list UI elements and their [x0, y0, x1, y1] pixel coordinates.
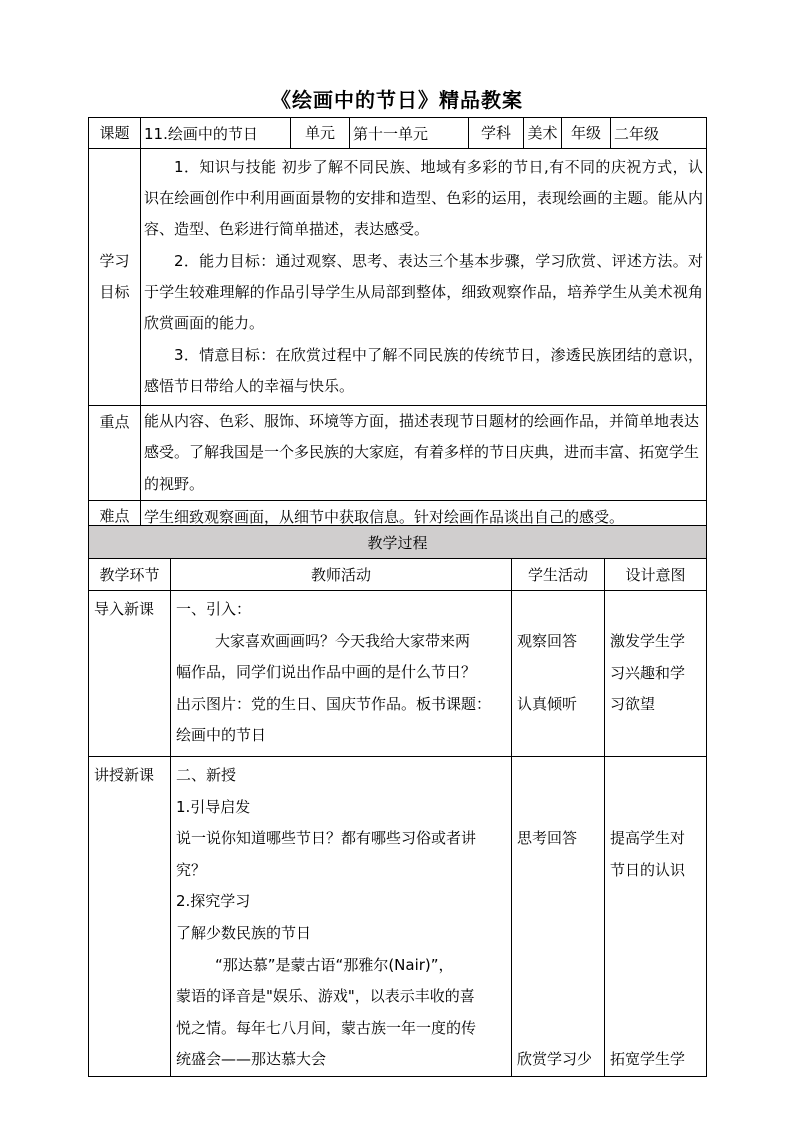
key-points-row	[89, 406, 707, 501]
subject-value: 美术	[524, 118, 562, 149]
intent-line: 拓宽学生学	[610, 1050, 686, 1069]
unit-value: 第十一单元	[350, 118, 469, 149]
column-header-stage: 教学环节	[89, 559, 171, 591]
intent-line: 习兴趣和学	[610, 663, 686, 682]
header-row	[89, 118, 707, 149]
teacher-activity-teaching	[171, 757, 512, 1077]
process-row-intro	[89, 591, 707, 757]
lesson-info-table	[88, 117, 707, 532]
objective-ability: 2．能力目标：通过观察、思考、表达三个基本步骤，学习欣赏、评述方法。对于学生较难理解的作品引导学生从局部到整体，细致观察作品，培养学生从美术视角欣赏画面的能力。	[144, 251, 703, 333]
student-activity-teaching	[512, 757, 605, 1077]
document-title: 《绘画中的节日》精品教案	[271, 88, 523, 112]
teacher-line: 蒙语的译音是"娱乐、游戏"，以表示丰收的喜	[176, 987, 475, 1006]
teacher-line: 了解少数民族的节日	[176, 923, 312, 942]
teacher-line: 说一说你知道哪些节日？都有哪些习俗或者讲	[176, 829, 477, 848]
topic-label: 课题	[89, 118, 141, 149]
objectives-content	[141, 149, 707, 406]
stage-teaching-label: 讲授新课	[94, 766, 155, 784]
student-activity-intro	[512, 591, 605, 757]
intent-line: 节日的认识	[610, 860, 686, 879]
intent-line: 提高学生对	[610, 829, 686, 847]
objective-knowledge: 1．知识与技能 初步了解不同民族、地域有多彩的节日,有不同的庆祝方式，认识在绘画创作中利用画面景物的安排和造型、色彩的运用，表现绘画的主题。能从内容、造型、色彩进行简单描述，表达感受。	[144, 157, 703, 239]
teacher-line: 究？	[176, 860, 207, 879]
objectives-label-line1: 学习	[99, 252, 130, 270]
teacher-line: 绘画中的节日	[176, 726, 267, 745]
teacher-line: 二、新授	[176, 766, 237, 784]
student-line: 欣赏学习少	[517, 1050, 593, 1069]
design-intent-teaching	[605, 757, 707, 1077]
difficulty-label: 难点	[89, 501, 141, 532]
teacher-line: 2.探究学习	[176, 892, 251, 911]
teacher-line: 悦之情。每年七八月间，蒙古族一年一度的传	[176, 1018, 477, 1037]
teacher-line: 一、引入：	[176, 600, 252, 618]
key-points-text: 能从内容、色彩、服饰、环境等方面，描述表现节日题材的绘画作品，并简单地表达感受。了解我国是一个多民族的大家庭，有着多样的节日庆典，进而丰富、拓宽学生的视野。	[144, 412, 700, 493]
subject-label: 学科	[469, 118, 524, 149]
process-section-title: 教学过程	[89, 526, 707, 559]
student-line: 认真倾听	[517, 695, 578, 714]
column-header-intent: 设计意图	[605, 559, 707, 591]
difficulty-text: 学生细致观察画面，从细节中获取信息。针对绘画作品谈出自己的感受。	[141, 501, 707, 532]
teacher-line: 幅作品，同学们说出作品中画的是什么节日？	[176, 663, 477, 682]
process-row-teaching	[89, 757, 707, 1077]
teacher-line: 1.引导启发	[176, 797, 251, 816]
process-section-row	[89, 526, 707, 559]
stage-teaching	[89, 757, 171, 1077]
column-header-student: 学生活动	[512, 559, 605, 591]
teacher-line: “那达慕”是蒙古语“那雅尔(Nair)”，	[215, 955, 454, 974]
topic-value: 11.绘画中的节日	[141, 118, 291, 149]
objective-emotion: 3．情意目标：在欣赏过程中了解不同民族的传统节日，渗透民族团结的意识，感悟节日带给人的幸福与快乐。	[144, 345, 703, 395]
key-points-label: 重点	[89, 406, 141, 501]
process-table	[88, 525, 707, 1077]
objectives-label	[89, 149, 141, 406]
grade-value: 二年级	[611, 118, 707, 149]
grade-label: 年级	[562, 118, 611, 149]
unit-label: 单元	[291, 118, 350, 149]
objectives-row	[89, 149, 707, 406]
objectives-label-line2: 目标	[99, 283, 130, 301]
column-header-teacher: 教师活动	[171, 559, 512, 591]
stage-intro-label: 导入新课	[94, 600, 155, 618]
teacher-line: 大家喜欢画画吗？今天我给大家带来两	[215, 631, 471, 650]
intent-line: 习欲望	[610, 695, 656, 714]
student-line: 观察回答	[517, 632, 578, 650]
intent-line: 激发学生学	[610, 632, 686, 650]
teacher-line: 统盛会——那达慕大会	[176, 1050, 327, 1069]
teacher-activity-intro	[171, 591, 512, 757]
key-points-content	[141, 406, 707, 501]
stage-intro	[89, 591, 171, 757]
student-line: 思考回答	[517, 829, 578, 847]
teacher-line: 出示图片：党的生日、国庆节作品。板书课题：	[176, 694, 492, 713]
process-column-header-row	[89, 559, 707, 591]
design-intent-intro	[605, 591, 707, 757]
